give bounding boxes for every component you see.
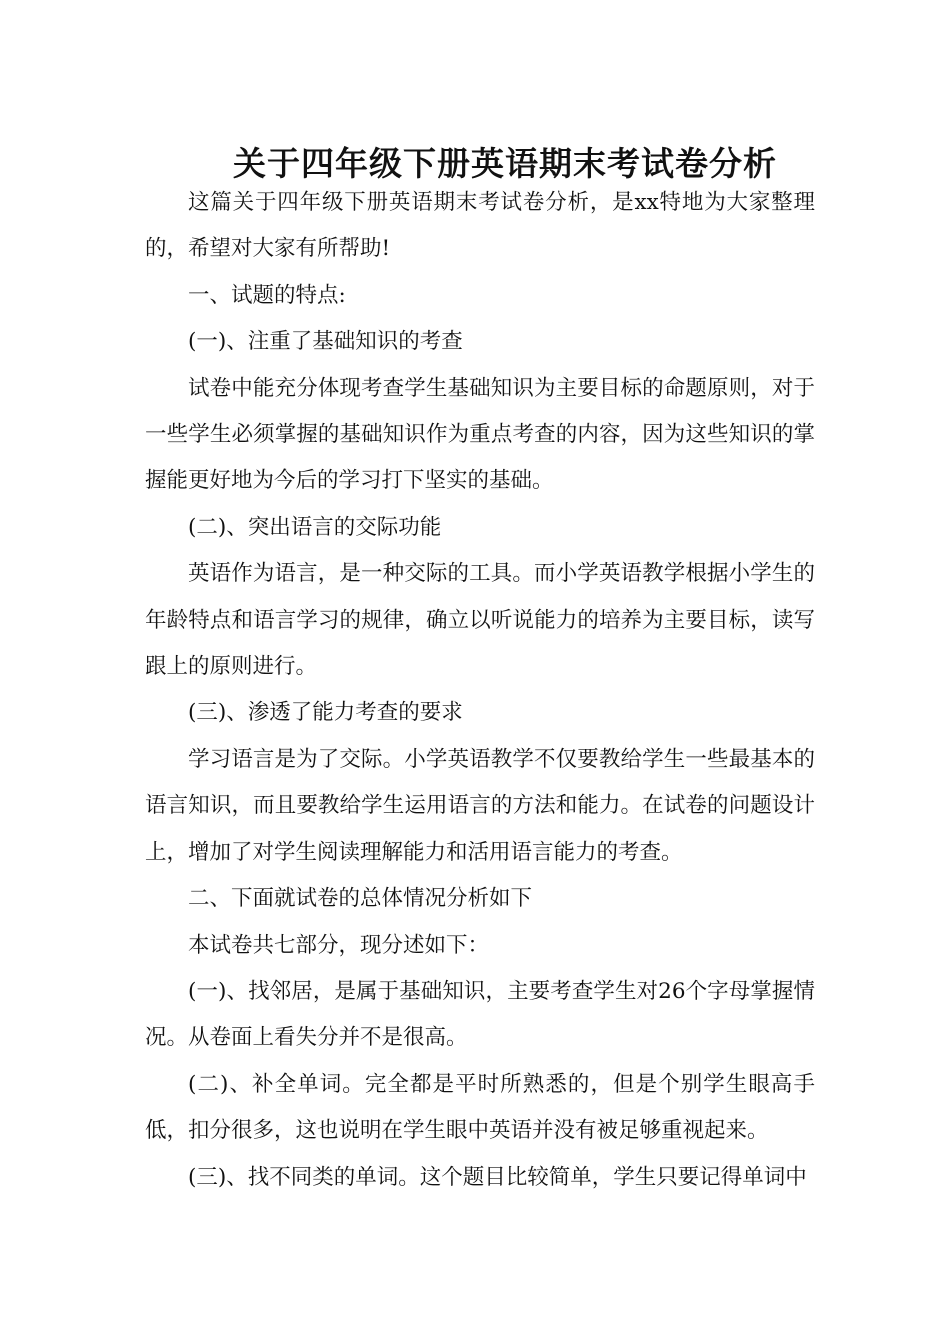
document-body: [145, 180, 815, 1201]
paragraph: 这篇关于四年级下册英语期末考试卷分析，是xx特地为大家整理的，希望对大家有所帮助!: [145, 190, 815, 262]
paragraph: (一)、找邻居，是属于基础知识，主要考查学生对26个字母掌握情况。从卷面上看失分并不是很高。: [145, 978, 815, 1051]
subsection-heading: (一)、注重了基础知识的考查: [188, 329, 463, 355]
subsection-heading: (三)、渗透了能力考查的要求: [188, 700, 463, 726]
document-title: 关于四年级下册英语期末考试卷分析: [233, 144, 777, 184]
section-heading: 一、试题的特点:: [188, 282, 346, 308]
paragraph: 英语作为语言，是一种交际的工具。而小学英语教学根据小学生的年龄特点和语言学习的规律，确立以听说能力的培养为主要目标，读写跟上的原则进行。: [145, 561, 815, 680]
paragraph: (二)、补全单词。完全都是平时所熟悉的，但是个别学生眼高手低，扣分很多，这也说明在学生眼中英语并没有被足够重视起来。: [145, 1071, 815, 1144]
section-heading: 二、下面就试卷的总体情况分析如下: [188, 886, 533, 912]
paragraph: (三)、找不同类的单词。这个题目比较简单，学生只要记得单词中: [188, 1164, 807, 1190]
paragraph: 本试卷共七部分，现分述如下：: [188, 932, 490, 958]
paragraph: 试卷中能充分体现考查学生基础知识为主要目标的命题原则，对于一些学生必须掌握的基础知识作为重点考查的内容，因为这些知识的掌握能更好地为今后的学习打下坚实的基础。: [145, 375, 815, 494]
paragraph: 学习语言是为了交际。小学英语教学不仅要教给学生一些最基本的语言知识，而且要教给学生运用语言的方法和能力。在试卷的问题设计上，增加了对学生阅读理解能力和活用语言能力的考查。: [145, 746, 815, 865]
subsection-heading: (二)、突出语言的交际功能: [188, 514, 442, 540]
